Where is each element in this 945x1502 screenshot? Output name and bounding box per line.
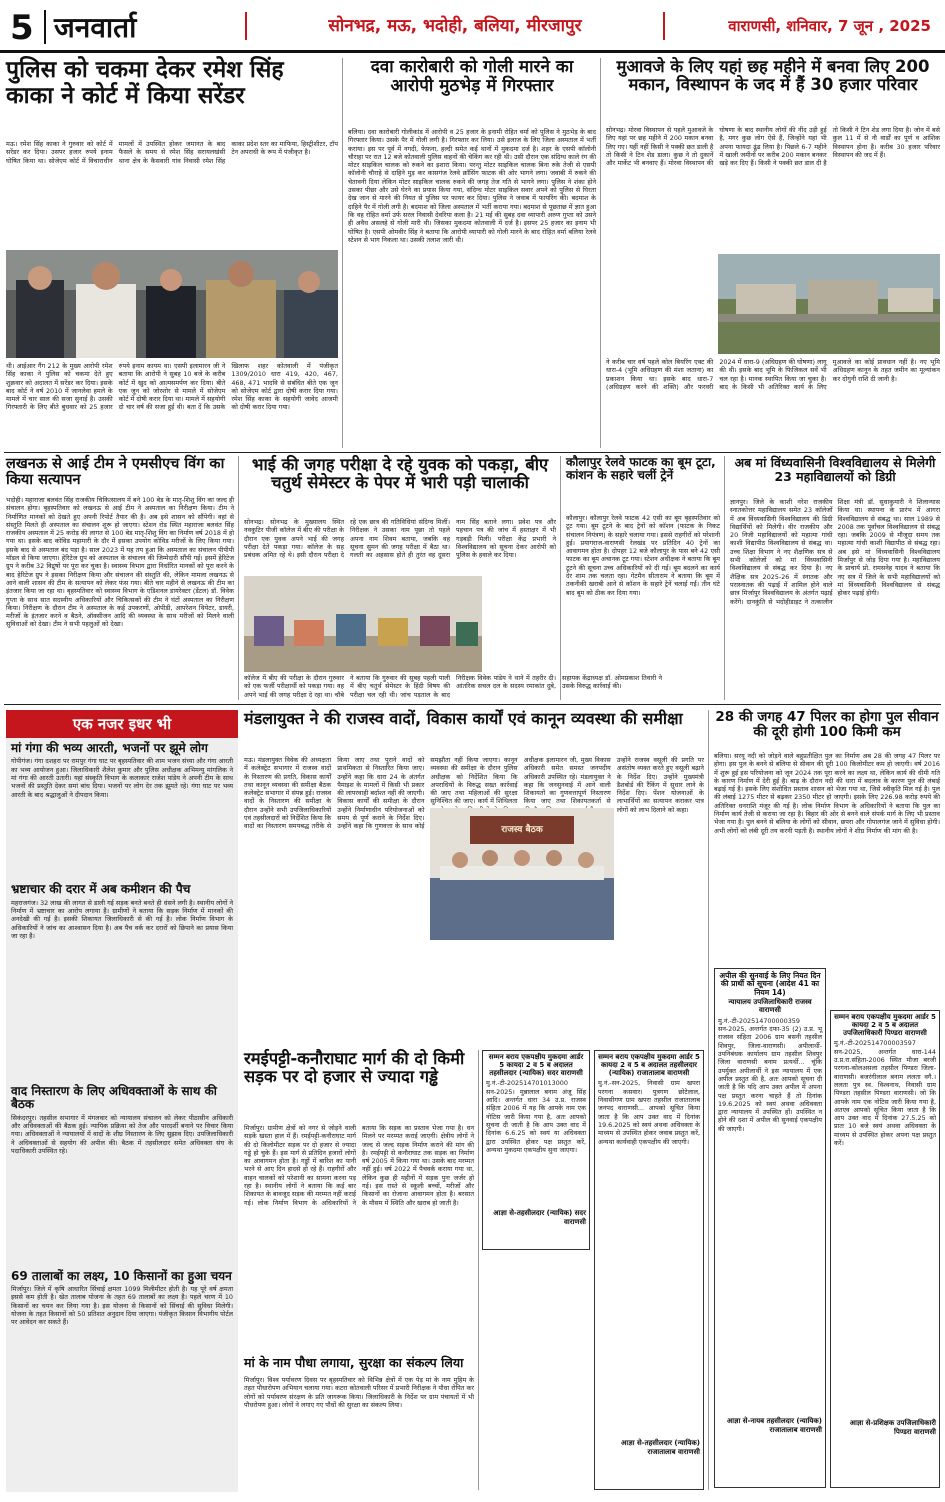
column-rule (478, 1050, 479, 1490)
notice-body: मु.नं.-टी-202514701013000 सन-2025। मुन्नालाल बनाम अंजू सिंह आदि। अन्तर्गत धारा 34 उ.प्र. राजस्व संहिता 2006 में यह कि आपके नाम एक नोटिस जारी किया गया है, अतः आपको सूचना दी जाती है कि आप उक्त वाद में दिनांक 6.6.25 को स्वयं या अधिवक्ता द्वारा उपस्थित होकर पक्ष प्रस्तुत करें, अन्यथा मुकदमा एकपक्षीय सुना जाएगा। (486, 1079, 586, 1154)
notice-head: अपील की सुनवाई के लिए नियत दिन की प्रार्थी को सूचना (आदेश 41 का नियम 14) (719, 971, 821, 997)
body-compensation-bottom: ने करीब चार वर्ष पहले कोल बियरिंग एक्ट की धारा-4 (भूमि अधिग्रहण की मंशा जताना) का प्रकाशन किया था। इसके बाद धारा-7 (अधिग्रहण करने की शक्ति) और फरवरी 2024 में धारा-9 (अधिग्रहण की घोषणा) लागू की थी। इसके बाद भूमि के फिजिकल सर्वे भी चल रहा है। मानक स्थापित किया जा चुका है। बाद के किसी भी अतिरिक्त कार्य के लिए मुआवजे का कोई प्रावधान नहीं है। नए भूमि अधिग्रहण कानून के तहत जमीन का मूल्यांकन कर दोगुनी राशि दी जानी है। (606, 358, 940, 391)
notice-body: मु.नं.-टी-202514700000359 सन-2025, अन्तर्गत दफा-35 (2) उ.प्र. भू राजस्व संहिता 2006 ग्राम बसनी तहसील शिवपुर, जिला-वाराणसी। अपीलार्थी-उपनिबंधक कार्यालय ग्राम तहसील शिवपुर जिला वाराणसी बनाम प्रत्यर्थी... चूंकि उपर्युक्त अपीलार्थी ने इस न्यायालय में एक अपील प्रस्तुत की है, अतः आपको सूचना दी जाती है कि यदि आप उक्त अपील में अपना पक्ष प्रस्तुत करना चाहते हैं तो दिनांक 19.6.2025 को स्वयं अथवा अधिवक्ता द्वारा न्यायालय में उपस्थित हों। उपस्थित न होने की दशा में अपील की सुनवाई एकपक्षीय की जाएगी। (718, 1016, 822, 1133)
story-compensation (606, 58, 940, 448)
headline-compensation: मुआवजे के लिए यहां छह महीने में बनवा लिए 200 मकान, विस्थापन के जद में हैं 30 हजार परिवार (616, 57, 930, 95)
paper-name: जनवार्ता (54, 11, 137, 44)
brief-body: मिर्जापुर। जिले में कृषि आधारित सिंचाई क्षमता 1099 मिलीमीटर होती है। यह पूरे वर्ष क्षमता इससे कम होती है। खेत तालाब योजना के तहत 69 तालाबों का लक्ष्य है। पहले चरण में 10 किसानों का चयन कर लिया गया है। इस योजना से किसानों को सिंचाई की सुविधा मिलेगी। योजना के तहत किसानों को 50 प्रतिशत अनुदान दिया जाएगा। पंजीकृत किसान विभागीय पोर्टल पर आवेदन कर सकते हैं। (11, 1285, 233, 1327)
section-rule (4, 704, 941, 705)
notice-sign: आज्ञा से-तहसीलदार (न्यायिक) सदर वाराणसी (493, 1209, 586, 1227)
body-surrender-bottom: थी। आईआर गैंग 212 के मुख्य आरोपी रमेश सिंह काका ने पुलिस को चकमा देते हुए शुक्रवार को अदालत में सरेंडर कर दिया। इसके बाद कोर्ट ने वर्ष 2010 में जानलेवा हमले के मामले में चार साल की सजा सुनाई है। उसकी गिरफ्तारी के लिए बीते बुधवार को 25 हजार रुपये इनाम कायम था। एसपी इलामारन जी ने बताया कि आरोपी ने सुबह 10 बजे के करीब कोर्ट में खुद को आत्मसमर्पण कर दिया। बीते एक जून को जोरशोर से मामले में सोजेएम कोर्ट में दोषी करार दिया था। मामले में सहयोगी दो चार वर्ष की सजा हुई थी। बता दें कि उसके खिलाफ शहर कोतवाली में पंजीकृत 1309/2010 धारा 419, 420, 467, 468, 471 भादवि से संबंधित बीते एक जून को सोजेएम कोर्ट द्वारा दोषी करार दिया गया। रमेश सिंह काका के सहयोगी जावेद आजमी को दोषी करार दिया गया। (6, 362, 338, 412)
story-mch-wing (6, 456, 234, 700)
district-band (245, 12, 665, 40)
brief-headline: मां गंगा की भव्य आरती, भजनों पर झूमे लोग (11, 741, 208, 755)
story-review-meeting (244, 710, 704, 1046)
column-rule (560, 456, 561, 700)
notice-body: मु.नं.-सन-2025, निवासी ग्राम खपरा परगना कसवार। पुत्रगण छोटेलाल, निवासीगण ग्राम खपरा तहसील राजातालाब जनपद वाराणसी... आपको सूचित किया जाता है कि आप उक्त वाद में दिनांक 19.6.2025 को स्वयं अथवा अधिवक्ता के माध्यम से उपस्थित होकर जवाब प्रस्तुत करें, अन्यथा कार्यवाही एकपक्षीय की जाएगी। (598, 1079, 700, 1146)
body-university: ज्ञानपुर। जिले के काशी नरेश राजकीय स्नातकोत्तर महाविद्यालय समेत 23 कॉलेजों में अब विंध्यवासिनी विश्वविद्यालय की डिग्री विद्यार्थियों को मिलेगी। वीर राजकीय और 20 निजी महाविद्यालयों को महात्मा गांधी काशी विद्यापीठ विश्वविद्यालय से संबद्ध था। उच्च शिक्षा विभाग ने नए शैक्षणिक सत्र से सभी कॉलेजों को मां विंध्यवासिनी विश्वविद्यालय से संबद्ध कर दिया है। नए शैक्षिक सत्र 2025-26 में स्नातक और परास्नातक की पढ़ाई में शामिल होने वाले छात्र मिर्जापुर विश्वविद्यालय के अंतर्गत पढ़ाई करेंगे। दानकुंति से भदोहीडाइट ने तत्कालीन शिक्षा मंत्री डॉ. सुधाकुमारी ने शिलान्यास किया था। स्थापना के प्रारंभ में आगरा विश्वविद्यालय से संबद्ध था। साल 1989 से 2008 तक पूर्वांचल विश्वविद्यालय से संबद्ध रहा। जबकि 2009 से मौजूदा समय तक महात्मा गांधी काशी विद्यापीठ से संबद्ध रहा। अब इसे मां विंध्यवासिनी विश्वविद्यालय मिर्जापुर से जोड़ दिया गया है। महाविद्यालय के प्राचार्य प्रो. रामसनेह यादव ने बताया कि नए सत्र में जिले के सभी महाविद्यालयों को मां विंध्यवासिनी विश्वविद्यालय से संबद्ध होकर पढ़ाई होगी। (730, 498, 940, 606)
story-university (730, 456, 940, 700)
headline-surrender: पुलिस को चकमा देकर रमेश सिंह काका ने कोर्ट में किया सरेंडर (6, 57, 284, 109)
headline-university: अब मां विंध्यवासिनी विश्वविद्यालय से मिलेगी 23 महाविद्यालयों को डिग्री (734, 455, 936, 484)
story-railway (566, 456, 720, 700)
body-encounter: बलिया। दवा कारोबारी गोलीकांड में आरोपी व 25 हजार के इनामी रोहित वर्मा को पुलिस ने मुठभेड़ के बाद गिरफ्तार किया। उसके पैर में गोली लगी है। गिरफ्तार कर लिया। उसे इलाज के लिए जिला अस्पताल में भर्ती कराया। इस पर पूर्व में नगदी, फेफना, हल्दी समेत कई थानों में मुकदमा दर्ज है। शहर के एसपी कॉलोनी चौराहा पर रात 12 बजे कोतवाली पुलिस वाहनों की चेकिंग कर रही थी। उसी दौरान एक संदिग्ध काले रंग की मोटर साइकिल चालक को रुकने का इशारा किया। परन्तु मोटर साइकिल चालक बिना रुके तेजी से एसपी कॉलोनी चौराहे से दाहिने मुड़ कर कासगंज रेलवे क्रॉसिंग फाटक की ओर भागने लगा। जवाबी में रुकने की चेतावनी दिया लेकिन मोटर साइकिल चालक रुकने की जगह तेज गति से भागने लगा। पुलिस ने शंका होने उसका पीछा और उसे घेरने का प्रयास किया गया, संदिग्ध मोटर साइकिल सवार अपने को पुलिस से घिरता देख जान से मारने की नियत से पुलिस पर फायर कर दिया। पुलिस ने जवाब में फायरिंग की। बदमाश के दाहिने पैर में गोली लगी है। बदमाश को जिला अस्पताल में भर्ती कराया गया। बदमाश से पूछताछ में ज्ञात हुआ कि वह रोहित वर्मा उर्फ सरल निवासी देवरिया कला है। 21 मई की सुबह दवा व्यापारी अरुण गुप्ता को उसने ही अवैध असलहे से गोली मारी थी। जिसका मुकदमा कोतवाली में दर्ज है। इसपर 25 हजार का इनाम भी घोषित है। एसपी ओमवीर सिंह ने बताया कि आरोपी व्यापारी को गोली मारने के बाद रोहित वर्मा बलिया रेलवे स्टेशन से भाग निकला था। उसकी तलाश जारी थी। (348, 128, 596, 244)
brief-body: सिकंदरपुर। तहसील सभागार में मंगलवार को न्यायालय संचालन को लेकर पीठासीन अधिकारी और अधिवक्ताओं की बैठक हुई। न्यायिक प्रक्रिया को तेज और पारदर्शी बनाने पर विचार किया गया। अधिवक्ताओं ने न्यायालयों में वादों के शीघ्र निस्तारण के लिए सुझाव दिए। उपजिलाधिकारी ने अधिवक्ताओं से सहयोग की अपील की। बैठक में तहसीलदार समेत अधिवक्ता संघ के पदाधिकारी उपस्थित रहे। (11, 1113, 233, 1155)
photo-surrender (6, 250, 338, 358)
body-exam-bottom: कॉलेज में बीए की परीक्षा के दौरान गुरुवार को एक फर्जी परीक्षार्थी को पकड़ा गया। वह अपने भाई की जगह परीक्षा दे रहा था। चौबे ने बताया कि गुरुवार की सुबह पहली पाली में बीए चतुर्थ सेमेस्टर के हिंदी विषय की परीक्षा चल रही थी। जांच पड़ताल के बाद निरीक्षक विवेक पांडेय ने थाने में तहरीर दी। आंतरिक सचल दल के सदस्य रमाकांत दुबे, सहायक केंद्राध्यक्ष डॉ. ओमप्रकाश तिवारी ने उसके विरुद्ध कार्रवाई की। (244, 674, 662, 699)
photo-exam (244, 576, 482, 672)
masthead (0, 0, 945, 52)
story-encounter (348, 58, 596, 448)
column-rule (708, 710, 709, 1490)
story-plantation (244, 1356, 474, 1492)
column-rule (342, 58, 343, 448)
dateline: वाराणसी, शनिवार, 7 जून , 2025 (728, 17, 931, 35)
notice-head: सम्मन बराय एकपक्षीय मुकदमा आर्डर 5 कायदा 2 व 5 ब अदालत तहसीलदार (न्यायिक) सदर वाराणसी (488, 1053, 584, 1077)
body-surrender-top: मऊ। रमेश सिंह काका ने गुरुवार को कोर्ट में सरेंडर कर दिया। उसपर हजार रुपये इनाम घोषित किया था। सोजेएम कोर्ट में विचाराधीन मामलों में उपस्थित होकर जमानत के बाद फैसले के समय से रमेश सिंह सरायलखंसी थाना क्षेत्र के कैसवारी गांव निवासी रमेश सिंह काका प्रदेश स्तर का माफिया, हिस्ट्रीशीटर, टॉप टेन अपराधी के रूप में पंजीकृत है। (6, 140, 338, 165)
notice-box (714, 968, 826, 1488)
masthead-divider (44, 10, 46, 44)
body-compensation: सोनभद्र। मोरवा विस्थापन से पहले मुआवजे के लिए यहां पर छह महीने में 200 मकान बनवा लिए गए। यहीं नहीं किसी ने पक्की छत डाली है तो किसी ने टिन शेड डाला। कुछ ने तो दुकानें और मार्केट भी बनवाए हैं। मोरवा विस्थापन की घोषणा के बाद स्थानीय लोगों की नींद उड़ी हुई है, मगर कुछ लोग ऐसे हैं, जिन्होंने यहां भी अपना फायदा ढूंढ लिया है। पिछले 6-7 महीने में खाली जमीनों पर करीब 200 मकान बनकर खड़े कर दिए हैं। किसी ने पक्की छत डाल दी है तो किसी ने टिन शेड लगा दिया है। जोन में बसे कुल 11 में से नौ वार्डों का पूर्ण व आंशिक विस्थापन होना है। करीब 30 हजार परिवार विस्थापन की जद में हैं। (606, 126, 940, 168)
body-review-meeting: मऊ। मंडलायुक्त विवेक की अध्यक्षता में कलेक्ट्रेट सभागार में राजस्व वादों के निस्तारण की प्रगति, विकास कार्यों तथा कानून व्यवस्था की समीक्षा बैठक कलेक्ट्रेट सभागार में संपन्न हुई। राजस्व वादों के निस्तारण की समीक्षा के दौरान उन्होंने सभी उपजिलाधिकारियों एवं तहसीलदारों को निर्देशित किया कि वादों का निस्तारण समयबद्ध तरीके से किया जाए तथा पुराने वादों को प्राथमिकता से निस्तारित किया जाए। उन्होंने कहा कि धारा 24 के अंतर्गत पैमाइश के मामलों में किसी भी प्रकार की लापरवाही बर्दाश्त नहीं की जाएगी। विकास कार्यों की समीक्षा के दौरान उन्होंने निर्माणाधीन परियोजनाओं को समय से पूर्ण कराने के निर्देश दिए। उन्होंने कहा कि गुणवत्ता के साथ कोई समझौता नहीं किया जाएगा। कानून व्यवस्था की समीक्षा के दौरान पुलिस अधीक्षक को निर्देशित किया कि अपराधियों के विरुद्ध सख्त कार्रवाई की जाए तथा महिलाओं की सुरक्षा सुनिश्चित की जाए। कार्य में शिथिलता अधीक्षक इलामारन जी, मुख्य विकास अधिकारी समेत समस्त जनपदीय अधिकारी उपस्थित रहे। मंडलायुक्त ने कहा कि जनसुनवाई में आने वाली शिकायतों का गुणवत्तापूर्ण निस्तारण किया जाए तथा शिकायतकर्ता से उन्होंने राजस्व वसूली की प्रगति पर असंतोष व्यक्त करते हुए वसूली बढ़ाने के निर्देश दिए। उन्होंने मुख्यमंत्री डैशबोर्ड की रैंकिंग में सुधार लाने के निर्देश दिए। पेंशन योजनाओं के लाभार्थियों का सत्यापन कराकर पात्र लोगों को लाभ दिलाने को कहा। (244, 756, 704, 831)
notice-court: न्यायालय उपजिलाधिकारी राजस्व वाराणसी (728, 998, 812, 1014)
page-number: 5 (10, 8, 34, 48)
notice-body: मु.नं.-टी-202514700003597 सन-2025, अन्तर्गत धारा-144 उ.प्र.रा.संहिता-2006 स्थित मौजा बरजी परगना-कोलअसला तहसील पिण्डरा जिला-वाराणसी। बजरंगीलाल बनाम ललता वगै.। ललता पुत्र स्व. विश्वनाथ, निवासी ग्राम पिण्डरा तहसील पिण्डरा वाराणसी। जो कि आपके नाम एक नोटिस जारी किया गया है, अतएव आपको सूचित किया जाता है कि आप उक्त वाद में दिनांक 27.5.25 को प्रातः 10 बजे स्वयं अथवा अधिवक्ता के माध्यम से उपस्थित होकर अपना पक्ष प्रस्तुत करें। (834, 1039, 936, 1148)
notice-sign: आज्ञा से-नायब तहसीलदार (न्यायिक) राजातालाब वाराणसी (726, 1416, 822, 1434)
brief-headline: 69 तालाबों का लक्ष्य, 10 किसानों का हुआ चयन (11, 1268, 232, 1283)
body-exam: सोनभद्र। सोनभद्र के मुख्यालय स्थित नवकुटिर पीजी कॉलेज में बीए की परीक्षा के दौरान एक युवक अपने भाई की जगह परीक्षा देते पकड़ा गया। कॉलेज के सह प्रबंधक अमित रहे थे। इसी दौरान परीक्षा दे रहे एक छात्र की गतिविधियां संदिग्ध मिलीं। निरीक्षक ने उसका नाम पूछा तो पहले अपना नाम शिवम बताया, जबकि वह सूचना सुमन की जगह परीक्षा में बैठा था। गलती का अहसास होते ही तुरंत वह दूसरा नाम सिंह बताने लगा। प्रवेश पत्र और पहचान पत्र की जांच में हस्ताक्षर में भी गड़बड़ी मिली। परीक्षा केंद्र प्रभारी ने विश्वविद्यालय को सूचना देकर आरोपी को पुलिस के हवाले कर दिया। (244, 518, 556, 560)
districts: सोनभद्र, मऊ, भदोही, बलिया, मीरजापुर (328, 16, 582, 36)
brief-headline: वाद निस्तारण के लिए अधिवक्ताओं के साथ की बैठक (11, 1083, 217, 1112)
column-rule (600, 58, 601, 448)
column-rule (238, 456, 239, 700)
notice-box (594, 1050, 704, 1490)
story-surrender (6, 58, 338, 448)
body-mch-wing: भदोही। महाराजा बलवंत सिंह राजकीय चिकित्सालय में बने 100 बेड के मातृ-शिशु विंग का जल्द ही संचालन होगा। बृहस्पतिवार को लखनऊ से आई टीम ने अस्पताल का निरीक्षण किया। टीम ने निर्माणित मानकों को देखते हुए अपनी रिपोर्ट तैयार की है। अब इसे शासन को सौंपेगी। वहां से संस्तुति मिलते ही अस्पताल का संचालन शुरू हो जाएगा। स्टेशन रोड स्थित महाराजा बलवंत सिंह राजकीय अस्पताल में 25 करोड़ की लागत से 100 बेड मातृ-शिशु विंग का निर्माण वर्ष 2018 में हो गया था। इसके बाद कोविड महामारी के दौर में इसका उपयोग कोविड मरीजों के लिए किया गया। इसके बाद से अस्पताल बंद पड़ा है। साल 2023 में यह तय हुआ कि अस्पताल का संचालन पीपीपी मॉडल से किया जाएगा। हेरिटेज ग्रुप को अस्पताल के संचालन की जिम्मेदारी सौंपी गई। इसमें हेरिटेज ग्रुप ने करीब 32 विद्रुषों पर पूरा कर चुका है। स्वास्थ्य विभाग द्वारा निर्धारित मानकों को पूरा करने के बाद हेरिटेज ग्रुप ने इसका निरीक्षण किया और संचालन की संस्तुति की, लेकिन मामला लखनऊ से आने वाली शासन की टीम के सत्यापन को लेकर फंस गया। बीते चार महीने से लखनऊ की टीम का इंतजार किया जा रहा था। बृहस्पतिवार को स्वास्थ्य विभाग के एडिशनल डायरेक्टर (डेंटल) डॉ. विवेक गुप्ता के साथ सात सदस्यीय अधिकारियों और चिकित्सकों की टीम ने घंटों अस्पताल का निरीक्षण किया। निरीक्षण के दौरान टीम ने अस्पताल के कई उपकरणों, ओपीडी, आपरेशन थियेटर, डायरी, मरीजों के इंतजार करने व बैठने, ऑक्सीजन आदि की व्यवस्था के साथ मरीजों को मिलने वाली सुविधाओं को देखा। टीम ने सभी पहलुओं को देखा। (6, 496, 234, 629)
story-bridge (714, 710, 940, 964)
body-railway: कौलापुर। कौलापुर रेलवे फाटक 42 एसी का बूम बृहस्पतिवार को टूट गया। बूम टूटने के बाद ट्रेनों को कॉशन (फाटक के निकट संचालन नियंत्रण) के सहारे चलाया गया। इससे राहगीरों को परेशानी हुई। प्रयागराज-वाराणसी रेलखंड पर प्रतिदिन 40 ट्रेनों का आवागमन होता है। दोपहर 12 बजे कौलापुर के पास बने 42 एसी फाटक का बूम अचानक टूट गया। स्टेशन अधीक्षक ने बताया कि बूम टूटने की सूचना उच्च अधिकारियों को दी गई। बूम बदलने का कार्य देर शाम तक चलता रहा। गेटमैन सीताराम ने बताया कि बूम में तकनीकी खराबी आने से कॉशन के सहारे ट्रेनें चलाई गईं। तीन घंटे बाद बूम को ठीक कर दिया गया। (566, 514, 720, 597)
body-plantation: मिर्जापुर। विश्व पर्यावरण दिवस पर बृहस्पतिवार को विभिन्न क्षेत्रों में एक पेड़ मां के नाम मुहिम के तहत पौधारोपण अभियान चलाया गया। कटरा कोतवाली परिसर में प्रभारी निरीक्षक ने पौधा रोपित कर लोगों को पर्यावरण संरक्षण के प्रति जागरूक किया। जिलाधिकारी के निर्देश पर ग्राम पंचायतों में भी पौधरोपण हुआ। लोगों ने लगाए गए पौधों की सुरक्षा का संकल्प लिया। (244, 1376, 474, 1409)
photo-caption: राजस्व बैठक (501, 825, 543, 835)
sidebar-label: एक नजर इधर भी (6, 710, 238, 738)
notice-sign: आज्ञा से-तहसीलदार (न्यायिक) राजातालाब वाराणसी (621, 1439, 700, 1457)
notice-sign: आज्ञा से-प्रशिक्षक उपजिलाधिकारी पिण्डरा वाराणसी (849, 1419, 936, 1437)
brief-headline: भ्रष्टाचार की दरार में अब कमीशन की पैच (11, 882, 191, 897)
headline-review-meeting: मंडलायुक्त ने की राजस्व वादों, विकास कार्यों एवं कानून व्यवस्था की समीक्षा (244, 709, 683, 728)
headline-bridge: 28 की जगह 47 पिलर का होगा पुल सीवान की दूरी होगी 100 किमी कम (715, 709, 939, 741)
headline-plantation: मां के नाम पौधा लगाया, सुरक्षा का संकल्प लिया (244, 1355, 464, 1370)
body-bridge: बलिया। सरयू नदी को जोड़ने वाले बहुप्रतीक्षित पुल का निर्माण अब 28 की जगह 47 पिलर पर होगा। इस पुल के बनने से बलिया से सीवान की दूरी 100 किलोमीटर कम हो जाएगी। वर्ष 2016 में शुरू हुई इस परियोजना को जून 2024 तक पूरा करने का लक्ष्य था, लेकिन कार्य की धीमी गति के कारण निर्माण में देरी हुई है। बाढ़ के दौरान नदी की धारा में बदलाव के कारण पुल की लंबाई बढ़ाई गई है। इसके लिए संशोधित प्रस्ताव शासन को भेजा गया था, जिसे स्वीकृति मिल गई है। पुल की लंबाई 1275 मीटर से बढ़कर 2350 मीटर हो जाएगी। इसके लिए 226.98 करोड़ रुपये की अतिरिक्त धनराशि मंजूर की गई है। लोक निर्माण विभाग के अधिकारियों ने बताया कि पुल का निर्माण कार्य तेजी से कराया जा रहा है। बिहार की ओर से बनने वाले संपर्क मार्ग के लिए भी प्रस्ताव भेजा गया है। पुल बनने से बलिया के लोगों को सीवान, छपरा और गोपालगंज जाने में सुविधा होगी। अभी लोगों को लंबी दूरी तय करनी पड़ती है। स्थानीय लोगों ने शीघ्र निर्माण की मांग की है। (714, 752, 940, 835)
notice-box (482, 1050, 590, 1250)
brief-body: महराजगंज। 32 लाख की लागत से डाली गई सड़क बनते बनते ही धंसने लगी है। स्थानीय लोगों ने निर्माण में भ्रष्टाचार का आरोप लगाया है। ग्रामीणों ने बताया कि सड़क निर्माण में मानकों की अनदेखी की गई है। इसकी शिकायत जिलाधिकारी से की गई है। लोक निर्माण विभाग के अधिकारियों ने जांच का आश्वासन दिया है। अब पैच वर्क कर दरारों को छिपाने का प्रयास किया जा रहा है। (11, 898, 233, 941)
headline-encounter: दवा कारोबारी को गोली मारने का आरोपी मुठभेड़ में गिरफ्तार (370, 57, 574, 97)
column-rule (724, 456, 725, 700)
headline-railway: कौलापुर रेलवे फाटक का बूम टूटा, कांशन के सहारे चलीं ट्रेनें (566, 455, 716, 483)
notice-head: सम्मन बराय एकपक्षीय मुकदमा आर्डर 5 कायदा 2 व 5 ब अदालत उपजिलाधिकारी पिण्डरा वाराणसी (834, 1013, 936, 1037)
story-road (244, 1050, 474, 1350)
masthead-rule (0, 50, 945, 53)
headline-mch-wing: लखनऊ से आई टीम ने एमसीएच विंग का किया सत्यापन (6, 456, 225, 489)
body-road: मिर्जापुर। ग्रामीण क्षेत्रों को नगर से जोड़ने वाली सड़कें खस्ता हाल में हैं। रमईपट्टी-कनौराघाट मार्ग की दो किलोमीटर सड़क पर दो हजार से ज्यादा गड्ढे हो चुके हैं। इस मार्ग से प्रतिदिन हजारों लोगों का आवागमन होता है। गड्ढों में बारिश का पानी भरने से आए दिन हादसे हो रहे हैं। राहगीरों और वाहन चालकों को परेशानी का सामना करना पड़ रहा है। स्थानीय लोगों ने बताया कि कई बार शिकायत के बावजूद सड़क की मरम्मत नहीं कराई गई। लोक निर्माण विभाग के अधिकारियों ने बताया कि सड़क का प्रस्ताव भेजा गया है। धन मिलने पर मरम्मत कराई जाएगी। क्षेत्रीय लोगों ने जल्द से जल्द सड़क निर्माण कराने की मांग की है। रमईपट्टी से कनौराघाट तक सड़क का निर्माण वर्ष 2005 में किया गया था। उसके बाद मरम्मत नहीं हुई। वर्ष 2022 में पैचवर्क कराया गया था, लेकिन कुछ ही महीनों में सड़क पुनः जर्जर हो गई। इस रास्ते से स्कूली बच्चों, मरीजों और किसानों का रोजाना आवागमन होता है। बरसात के मौसम में स्थिति और खराब हो जाती है। (244, 1124, 474, 1207)
photo-review-meeting (430, 808, 614, 940)
headline-road: रमईपट्टी-कनौराघाट मार्ग की दो किमी सड़क पर दो हजार से ज्यादा गड्ढे (244, 1049, 465, 1087)
photo-compensation (718, 254, 940, 354)
notice-head: सम्मन बराय एकपक्षीय मुकदमा आर्डर 5 कायदा 2 व 5 ब अदालत तहसीलदार (न्यायिक) राजातालाब वाराणसी (598, 1053, 700, 1077)
section-rule (4, 452, 941, 453)
headline-exam: भाई की जगह परीक्षा दे रहे युवक को पकड़ा, बीए चतुर्थ सेमेस्टर के पेपर में भारी पड़ी चालाकी (251, 455, 549, 493)
notice-box (830, 1010, 940, 1488)
sidebar (6, 710, 238, 1492)
brief-body: गोपीगंज। गंगा दशहरा पर रामपुर गंगा घाट पर बृहस्पतिवार की शाम भजन संध्या और गंगा आरती का भव्य आयोजन हुआ। जिलाधिकारी शैलेश कुमार और पुलिस अधीक्षक अभिमन्यु मांगलिक ने मां गंगा की आरती उतारी। यहां संस्कृति विभाग के कलाकार राजेश पांडेय ने अपनी टीम के साथ भजनों की प्रस्तुति देकर समां बांध दिया। भजनों पर लोग देर तक झूमते रहे। गंगा घाट पर भव्य आरती के बाद श्रद्धालुओं ने दीपदान किया। (11, 757, 233, 799)
